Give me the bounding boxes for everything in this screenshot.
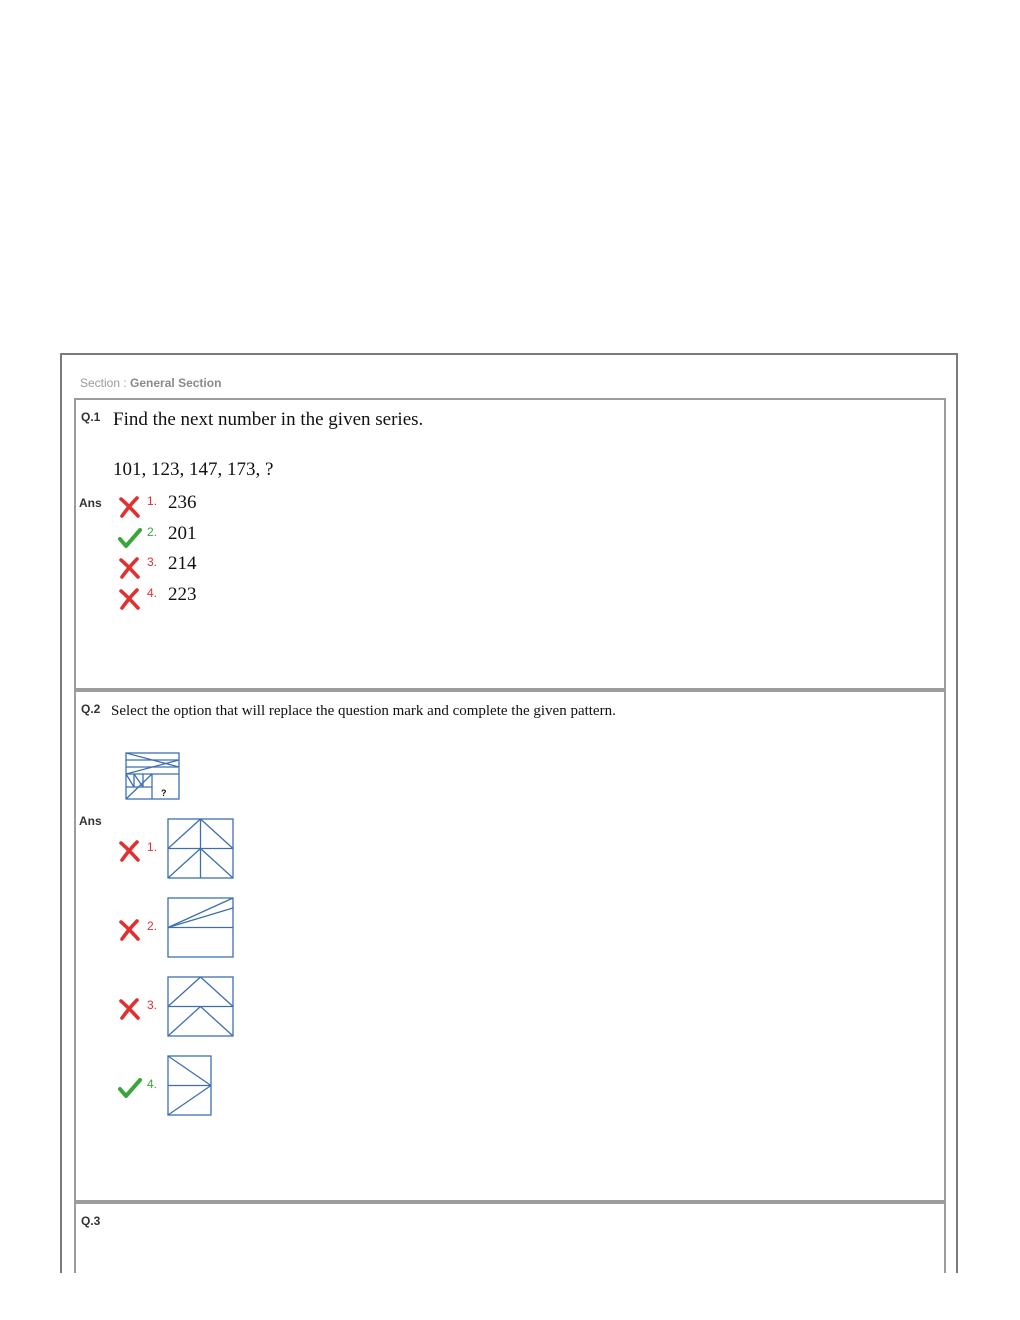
option-2-figure xyxy=(167,897,235,959)
option-number: 1. xyxy=(147,840,158,854)
option-number: 4. xyxy=(147,586,158,600)
wrong-cross-icon xyxy=(118,496,142,518)
wrong-cross-icon xyxy=(118,840,142,862)
question-series: 101, 123, 147, 173, ? xyxy=(113,459,274,480)
option-value: 201 xyxy=(168,523,197,544)
question-1-box xyxy=(74,398,946,690)
wrong-cross-icon xyxy=(118,557,142,579)
question-number: Q.2 xyxy=(81,702,101,716)
ans-label: Ans xyxy=(79,814,102,828)
section-header xyxy=(80,376,221,390)
section-name: General Section xyxy=(130,376,222,390)
correct-check-icon xyxy=(118,1077,142,1099)
question-2-box xyxy=(74,690,946,1202)
correct-check-icon xyxy=(118,527,142,549)
option-number: 1. xyxy=(147,494,158,508)
question-number: Q.1 xyxy=(81,410,101,424)
figure-question-mark: ? xyxy=(161,788,167,798)
option-4-figure xyxy=(167,1055,213,1117)
option-number: 2. xyxy=(147,919,158,933)
option-value: 236 xyxy=(168,492,197,513)
option-1-figure xyxy=(167,818,235,880)
wrong-cross-icon xyxy=(118,998,142,1020)
option-value: 223 xyxy=(168,584,197,605)
option-number: 4. xyxy=(147,1077,158,1091)
option-number: 3. xyxy=(147,998,158,1012)
wrong-cross-icon xyxy=(118,919,142,941)
question-text: Select the option that will replace the question mark and complete the given pattern. xyxy=(111,703,616,719)
question-number: Q.3 xyxy=(81,1214,101,1228)
option-value: 214 xyxy=(168,553,197,574)
question-3-box xyxy=(74,1202,946,1273)
ans-label: Ans xyxy=(79,496,102,510)
answer-sheet xyxy=(60,353,958,1273)
wrong-cross-icon xyxy=(118,588,142,610)
question-text: Find the next number in the given series. xyxy=(113,409,424,430)
option-number: 3. xyxy=(147,555,158,569)
option-number: 2. xyxy=(147,525,158,539)
option-3-figure xyxy=(167,976,235,1038)
section-prefix: Section : xyxy=(80,376,127,390)
question-pattern-figure xyxy=(125,752,181,802)
